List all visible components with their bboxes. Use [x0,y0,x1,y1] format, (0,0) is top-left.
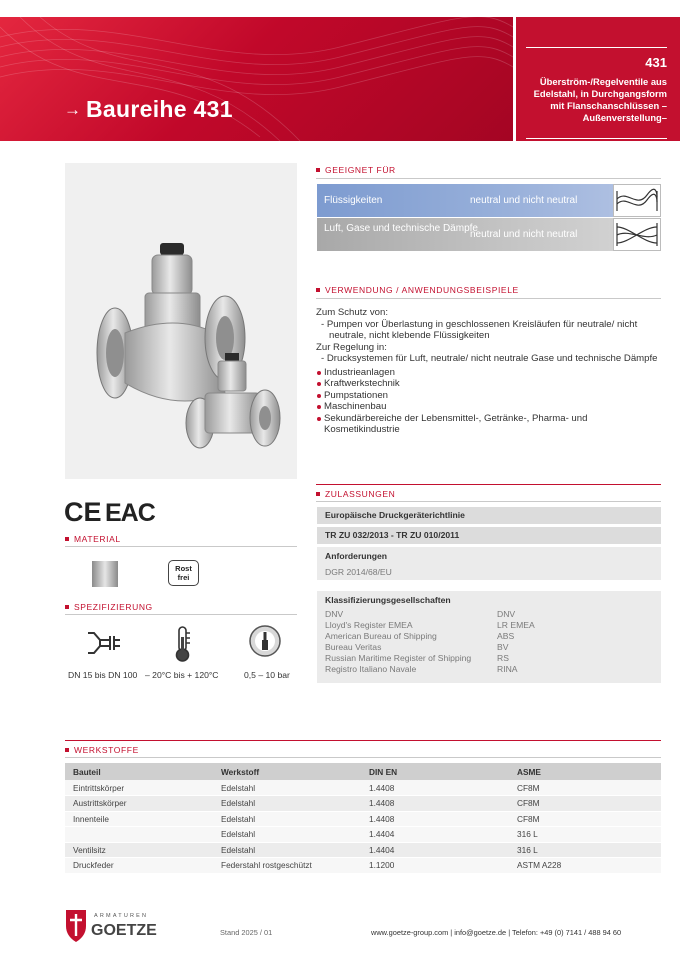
regelung-intro: Zur Regelung in: [316,341,387,353]
divider [65,614,297,615]
product-image [65,163,297,479]
valve-illustration [65,163,297,479]
table-row [65,780,661,796]
column-header: Werkstoff [213,763,361,780]
medium-label: Flüssigkeiten [324,195,383,206]
zulassungen-heading: ZULASSUNGEN [316,489,395,503]
verwendung-heading: VERWENDUNG / ANWENDUNGSBEISPIELE [316,285,519,299]
schutz-intro: Zum Schutz von: [316,307,388,318]
header-banner [0,17,513,141]
goetze-logo [64,908,160,949]
table-cell: 316 L [509,827,661,843]
klass-code: LR EMEA [497,620,535,630]
list-item: Pumpstationen [316,390,662,402]
spezifizierung-heading: SPEZIFIZIERUNG [65,602,153,616]
table-cell: CF8M [509,780,661,796]
table-cell: Druckfeder [65,858,213,874]
logo-subtitle: ARMATUREN [94,913,149,919]
klass-code: RINA [497,664,518,674]
list-item: Maschinenbau [316,401,662,413]
table-row [65,827,661,843]
table-cell: 1.4408 [361,811,509,827]
regelung-item: - Drucksystemen für Luft, neutrale/ nicht neutrale Gase und technische Dämpfe [321,353,658,364]
table-cell: 1.4404 [361,842,509,858]
table-cell: Ventilsitz [65,842,213,858]
spec-temperature: – 20°C bis + 120°C [145,670,219,680]
table-cell: Federstahl rostgeschützt [213,858,361,874]
series-panel [516,17,680,141]
medium-value: neutral und nicht neutral [470,195,578,206]
medium-row-gases [317,218,661,251]
table-cell: ASTM A228 [509,858,661,874]
series-number: 431 [645,55,667,70]
table-cell: Eintrittskörper [65,780,213,796]
klass-code: BV [497,642,509,652]
table-cell: CF8M [509,796,661,812]
klass-name: Lloyd's Register EMEA [325,620,413,630]
list-item: Kraftwerkstechnik [316,378,662,390]
table-cell: CF8M [509,811,661,827]
table-cell: Edelstahl [213,811,361,827]
klass-name: Registro Italiano Navale [325,664,417,674]
pressure-gauge-icon [249,625,281,662]
header-wave-decoration [0,17,513,141]
pipe-flange-icon [86,628,122,663]
table-cell: Edelstahl [213,780,361,796]
column-header: DIN EN [361,763,509,780]
table-cell: 316 L [509,842,661,858]
klassifizierung-title: Klassifizierungsgesellschaften [325,595,451,605]
material-heading: MATERIAL [65,534,121,548]
steel-swatch [92,561,118,587]
column-header: ASME [509,763,661,780]
table-row [65,858,661,874]
klass-name: American Bureau of Shipping [325,631,437,641]
eac-mark: EAC [105,499,155,527]
werkstoffe-table [65,763,661,874]
rostfrei-badge: Rost frei [168,560,199,586]
anforderungen-title: Anforderungen [325,551,388,561]
ce-eac-icon [64,497,155,527]
klass-name: DNV [325,609,344,619]
list-item: Sekundärbereiche der Lebensmittel-, Getränke-, Pharma- und Kosmetikindustrie [316,413,662,436]
klass-name: Bureau Veritas [325,642,382,652]
logo-wordmark: GOETZE [91,922,157,939]
table-cell: 1.1200 [361,858,509,874]
divider [316,501,661,502]
application-list [316,367,662,436]
gas-wave-icon [613,218,661,251]
column-header: Bauteil [65,763,213,780]
document-date: Stand 2025 / 01 [220,928,273,937]
divider [316,484,661,485]
ce-mark: CE [64,497,102,527]
page-title: Baureihe 431 [86,96,233,122]
series-description: Überström-/Regelventile aus Edelstahl, in Durchgangsform mit Flanschanschlüssen –Außenverstellung– [533,76,667,123]
klass-code: ABS [497,631,515,641]
title-arrow: → [64,100,81,119]
medium-row-liquids [317,184,661,217]
werkstoffe-heading: WERKSTOFFE [65,745,139,759]
divider [65,757,661,758]
klass-code: DNV [497,609,516,619]
richtlinie-bar: Europäische Druckgeräterichtlinie [317,507,661,524]
table-cell: Edelstahl [213,827,361,843]
tr-bar: TR ZU 032/2013 - TR ZU 010/2011 [317,527,661,544]
contact-line[interactable]: www.goetze-group.com | info@goetze.de | Telefon: +49 (0) 7141 / 488 94 60 [371,928,622,937]
anforderungen-box [317,547,661,580]
table-row [65,811,661,827]
table-row [65,796,661,812]
schutz-item: - Pumpen vor Überlastung in geschlossenen Kreisläufen für neutrale/ nicht neutrale, nicht klebende Flüssigkeiten [321,318,638,341]
divider [316,178,661,179]
divider [526,47,667,48]
spec-pressure: 0,5 – 10 bar [244,670,290,680]
klassifizierung-box [317,591,661,683]
medium-label: Luft, Gase und technische Dämpfe [324,223,478,234]
table-cell: 1.4408 [361,796,509,812]
thermometer-icon [174,625,192,668]
divider [316,298,661,299]
divider [65,546,297,547]
anforderungen-value: DGR 2014/68/EU [325,567,392,577]
table-cell: 1.4404 [361,827,509,843]
medium-value: neutral und nicht neutral [470,229,578,240]
klass-code: RS [497,653,509,663]
geeignet-heading: GEEIGNET FÜR [316,165,396,179]
verwendung-text [316,307,662,436]
table-cell: 1.4408 [361,780,509,796]
table-cell: Austrittskörper [65,796,213,812]
table-row [65,842,661,858]
spec-dn: DN 15 bis DN 100 [68,670,138,680]
table-cell [65,827,213,843]
table-cell: Edelstahl [213,842,361,858]
certification-marks [64,497,155,530]
table-cell: Innenteile [65,811,213,827]
liquid-wave-icon [613,184,661,217]
divider [65,740,661,741]
list-item: Industrieanlagen [316,367,662,379]
klass-name: Russian Maritime Register of Shipping [325,653,472,663]
divider [526,138,667,139]
table-header-row [65,763,661,780]
table-cell: Edelstahl [213,796,361,812]
goetze-logo-icon [64,908,160,944]
